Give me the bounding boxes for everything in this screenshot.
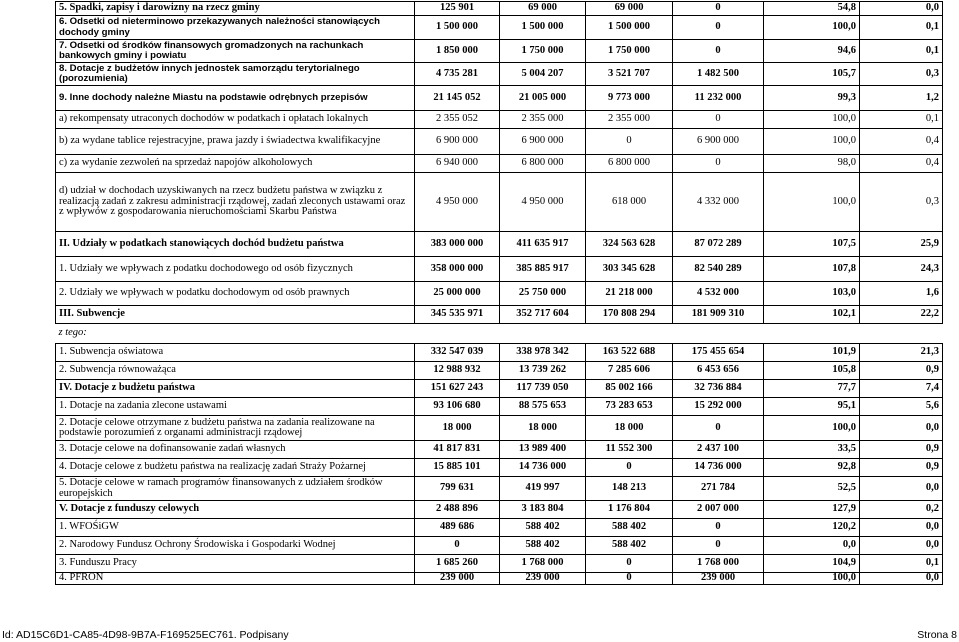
table-row [56,477,943,501]
cell-value: 0 [415,537,500,555]
cell-value: 2 355 052 [415,111,500,129]
cell-value: 32 736 884 [673,380,764,398]
cell-value: 0,0 [860,573,943,585]
cell-value: 85 002 166 [586,380,673,398]
cell-value: 239 000 [415,573,500,585]
table-row [56,232,943,257]
cell-value: 93 106 680 [415,398,500,416]
cell-value: 588 402 [500,519,586,537]
cell-value: 18 000 [415,416,500,441]
row-label: c) za wydanie zezwoleń na sprzedaż napojów alkoholowych [56,155,415,173]
cell-value: 101,9 [764,344,860,362]
table-row [56,173,943,232]
cell-value: 14 736 000 [673,459,764,477]
table-row [56,362,943,380]
row-label: z tego: [56,324,415,344]
cell-value: 21,3 [860,344,943,362]
cell-value: 411 635 917 [500,232,586,257]
cell-value: 303 345 628 [586,257,673,282]
cell-value: 419 997 [500,477,586,501]
cell-value: 324 563 628 [586,232,673,257]
cell-value: 2 007 000 [673,501,764,519]
cell-value: 4 332 000 [673,173,764,232]
row-label: II. Udziały w podatkach stanowiących dochód budżetu państwa [56,232,415,257]
row-label: a) rekompensaty utraconych dochodów w podatkach i opłatach lokalnych [56,111,415,129]
row-label: 2. Subwencja równoważąca [56,362,415,380]
cell-value: 21 005 000 [500,86,586,111]
cell-value: 69 000 [500,2,586,16]
cell-value: 1 750 000 [586,40,673,63]
cell-value: 3 521 707 [586,63,673,86]
cell-value: 4 735 281 [415,63,500,86]
cell-value: 9 773 000 [586,86,673,111]
cell-value: 0,0 [860,537,943,555]
row-label: IV. Dotacje z budżetu państwa [56,380,415,398]
cell-value: 52,5 [764,477,860,501]
cell-value: 352 717 604 [500,306,586,324]
cell-value: 103,0 [764,282,860,306]
table-row [56,555,943,573]
cell-value: 11 552 300 [586,441,673,459]
cell-value: 1 500 000 [415,16,500,40]
cell-value: 6 800 000 [586,155,673,173]
cell-value: 6 900 000 [673,129,764,155]
cell-value: 0 [586,459,673,477]
cell-value: 170 808 294 [586,306,673,324]
table-row [56,519,943,537]
cell-value: 0,3 [860,173,943,232]
cell-value: 0,0 [764,537,860,555]
cell-value: 271 784 [673,477,764,501]
cell-value: 0 [673,416,764,441]
cell-value: 6 900 000 [415,129,500,155]
cell-value: 358 000 000 [415,257,500,282]
table-row [56,129,943,155]
cell-value: 104,9 [764,555,860,573]
cell-value: 54,8 [764,2,860,16]
cell-value: 100,0 [764,16,860,40]
cell-value [500,324,586,344]
table-row [56,459,943,477]
cell-value: 6 453 656 [673,362,764,380]
cell-value: 2 355 000 [500,111,586,129]
cell-value: 0,4 [860,129,943,155]
cell-value: 77,7 [764,380,860,398]
cell-value: 6 900 000 [500,129,586,155]
cell-value: 15 885 101 [415,459,500,477]
cell-value: 2 355 000 [586,111,673,129]
cell-value: 383 000 000 [415,232,500,257]
cell-value [673,324,764,344]
cell-value: 1 750 000 [500,40,586,63]
cell-value [860,324,943,344]
row-label: 4. PFRON [56,573,415,585]
cell-value: 0,0 [860,477,943,501]
table-row [56,398,943,416]
cell-value: 2 437 100 [673,441,764,459]
cell-value: 100,0 [764,573,860,585]
cell-value: 332 547 039 [415,344,500,362]
table-row [56,86,943,111]
cell-value: 22,2 [860,306,943,324]
table-row [56,441,943,459]
cell-value: 0,3 [860,63,943,86]
cell-value: 100,0 [764,416,860,441]
cell-value: 4 532 000 [673,282,764,306]
cell-value: 345 535 971 [415,306,500,324]
cell-value: 100,0 [764,111,860,129]
cell-value: 88 575 653 [500,398,586,416]
table-row [56,40,943,63]
cell-value: 0,1 [860,40,943,63]
cell-value: 588 402 [586,519,673,537]
row-label: b) za wydane tablice rejestracyjne, prawa jazdy i świadectwa kwalifikacyjne [56,129,415,155]
cell-value: 489 686 [415,519,500,537]
cell-value: 18 000 [586,416,673,441]
cell-value: 7 285 606 [586,362,673,380]
cell-value: 41 817 831 [415,441,500,459]
cell-value: 3 183 804 [500,501,586,519]
cell-value: 239 000 [500,573,586,585]
cell-value: 24,3 [860,257,943,282]
cell-value: 385 885 917 [500,257,586,282]
cell-value: 1 176 804 [586,501,673,519]
cell-value: 0,9 [860,362,943,380]
row-label: 2. Narodowy Fundusz Ochrony Środowiska i Gospodarki Wodnej [56,537,415,555]
row-label: d) udział w dochodach uzyskiwanych na rzecz budżetu państwa w związku z realizacją zadań z zakresu administracji rządowej, zadań zleconych ustawami oraz z wpływów z gospodarowania nieruchomościami Skarbu Państwa [56,173,415,232]
table-row [56,16,943,40]
row-label: 1. WFOŚiGW [56,519,415,537]
table-row [56,501,943,519]
row-label: 5. Dotacje celowe w ramach programów finansowanych z udziałem środków europejskich [56,477,415,501]
cell-value: 1,6 [860,282,943,306]
cell-value: 1 768 000 [500,555,586,573]
table-row [56,380,943,398]
cell-value: 0,2 [860,501,943,519]
cell-value: 21 218 000 [586,282,673,306]
cell-value: 1 500 000 [500,16,586,40]
cell-value: 5,6 [860,398,943,416]
row-label: 5. Spadki, zapisy i darowizny na rzecz gminy [56,2,415,16]
cell-value: 1 768 000 [673,555,764,573]
table-row [56,537,943,555]
table-row [56,306,943,324]
row-label: 8. Dotacje z budżetów innych jednostek samorządu terytorialnego (porozumienia) [56,63,415,86]
row-label: 9. Inne dochody należne Miastu na podstawie odrębnych przepisów [56,86,415,111]
cell-value: 2 488 896 [415,501,500,519]
cell-value: 69 000 [586,2,673,16]
cell-value: 0 [586,555,673,573]
cell-value: 0 [673,2,764,16]
cell-value: 120,2 [764,519,860,537]
cell-value: 105,8 [764,362,860,380]
cell-value: 14 736 000 [500,459,586,477]
cell-value: 0,9 [860,459,943,477]
cell-value: 338 978 342 [500,344,586,362]
cell-value: 107,8 [764,257,860,282]
cell-value: 4 950 000 [500,173,586,232]
table-row [56,282,943,306]
cell-value: 175 455 654 [673,344,764,362]
cell-value: 92,8 [764,459,860,477]
row-label: V. Dotacje z funduszy celowych [56,501,415,519]
cell-value: 0,1 [860,111,943,129]
cell-value: 0 [673,16,764,40]
cell-value: 0,1 [860,16,943,40]
document-id-footer: Id: AD15C6D1-CA85-4D98-9B7A-F169525EC761. Podpisany [2,629,289,641]
cell-value: 0,0 [860,416,943,441]
cell-value: 15 292 000 [673,398,764,416]
cell-value: 588 402 [586,537,673,555]
row-label: 1. Udziały we wpływach z podatku dochodowego od osób fizycznych [56,257,415,282]
cell-value: 0 [673,155,764,173]
cell-value: 107,5 [764,232,860,257]
cell-value: 94,6 [764,40,860,63]
row-label: 3. Dotacje celowe na dofinansowanie zadań własnych [56,441,415,459]
cell-value: 148 213 [586,477,673,501]
cell-value: 105,7 [764,63,860,86]
cell-value: 239 000 [673,573,764,585]
row-label: 3. Funduszu Pracy [56,555,415,573]
cell-value: 13 739 262 [500,362,586,380]
cell-value: 181 909 310 [673,306,764,324]
cell-value: 25 000 000 [415,282,500,306]
cell-value: 1 482 500 [673,63,764,86]
cell-value: 151 627 243 [415,380,500,398]
cell-value: 0 [673,537,764,555]
cell-value: 99,3 [764,86,860,111]
cell-value: 87 072 289 [673,232,764,257]
cell-value: 73 283 653 [586,398,673,416]
cell-value: 1 850 000 [415,40,500,63]
cell-value: 1 500 000 [586,16,673,40]
cell-value: 100,0 [764,129,860,155]
cell-value [586,324,673,344]
cell-value: 6 800 000 [500,155,586,173]
cell-value: 588 402 [500,537,586,555]
cell-value [415,324,500,344]
row-label: 1. Dotacje na zadania zlecone ustawami [56,398,415,416]
cell-value: 163 522 688 [586,344,673,362]
cell-value: 0 [586,573,673,585]
cell-value: 0,0 [860,2,943,16]
cell-value: 618 000 [586,173,673,232]
cell-value: 11 232 000 [673,86,764,111]
table-row [56,344,943,362]
table-row [56,324,943,344]
row-label: 4. Dotacje celowe z budżetu państwa na realizację zadań Straży Pożarnej [56,459,415,477]
cell-value: 0,0 [860,519,943,537]
cell-value: 100,0 [764,173,860,232]
cell-value: 95,1 [764,398,860,416]
row-label: 2. Dotacje celowe otrzymane z budżetu państwa na zadania realizowane na podstawie porozumień z organami administracji rządowej [56,416,415,441]
row-label: 7. Odsetki od środków finansowych gromadzonych na rachunkach bankowych gminy i powiatu [56,40,415,63]
cell-value: 13 989 400 [500,441,586,459]
cell-value: 6 940 000 [415,155,500,173]
table-row [56,111,943,129]
cell-value: 18 000 [500,416,586,441]
cell-value: 0 [673,519,764,537]
cell-value: 102,1 [764,306,860,324]
table-row [56,573,943,585]
page-number: Strona 8 [917,629,957,641]
cell-value: 12 988 932 [415,362,500,380]
cell-value: 117 739 050 [500,380,586,398]
cell-value: 98,0 [764,155,860,173]
table-row [56,63,943,86]
cell-value: 799 631 [415,477,500,501]
table-row [56,2,943,16]
cell-value: 127,9 [764,501,860,519]
row-label: 2. Udziały we wpływach w podatku dochodowym od osób prawnych [56,282,415,306]
row-label: 1. Subwencja oświatowa [56,344,415,362]
cell-value: 0,1 [860,555,943,573]
cell-value: 5 004 207 [500,63,586,86]
budget-income-table [55,1,943,585]
row-label: 6. Odsetki od nieterminowo przekazywanych należności stanowiących dochody gminy [56,16,415,40]
cell-value: 0,4 [860,155,943,173]
cell-value [764,324,860,344]
table-row [56,257,943,282]
cell-value: 1,2 [860,86,943,111]
cell-value: 25,9 [860,232,943,257]
cell-value: 4 950 000 [415,173,500,232]
row-label: III. Subwencje [56,306,415,324]
cell-value: 0,9 [860,441,943,459]
cell-value: 0 [586,129,673,155]
cell-value: 25 750 000 [500,282,586,306]
cell-value: 1 685 260 [415,555,500,573]
table-row [56,416,943,441]
cell-value: 82 540 289 [673,257,764,282]
cell-value: 125 901 [415,2,500,16]
table-row [56,155,943,173]
cell-value: 21 145 052 [415,86,500,111]
cell-value: 7,4 [860,380,943,398]
cell-value: 0 [673,40,764,63]
cell-value: 0 [673,111,764,129]
cell-value: 33,5 [764,441,860,459]
